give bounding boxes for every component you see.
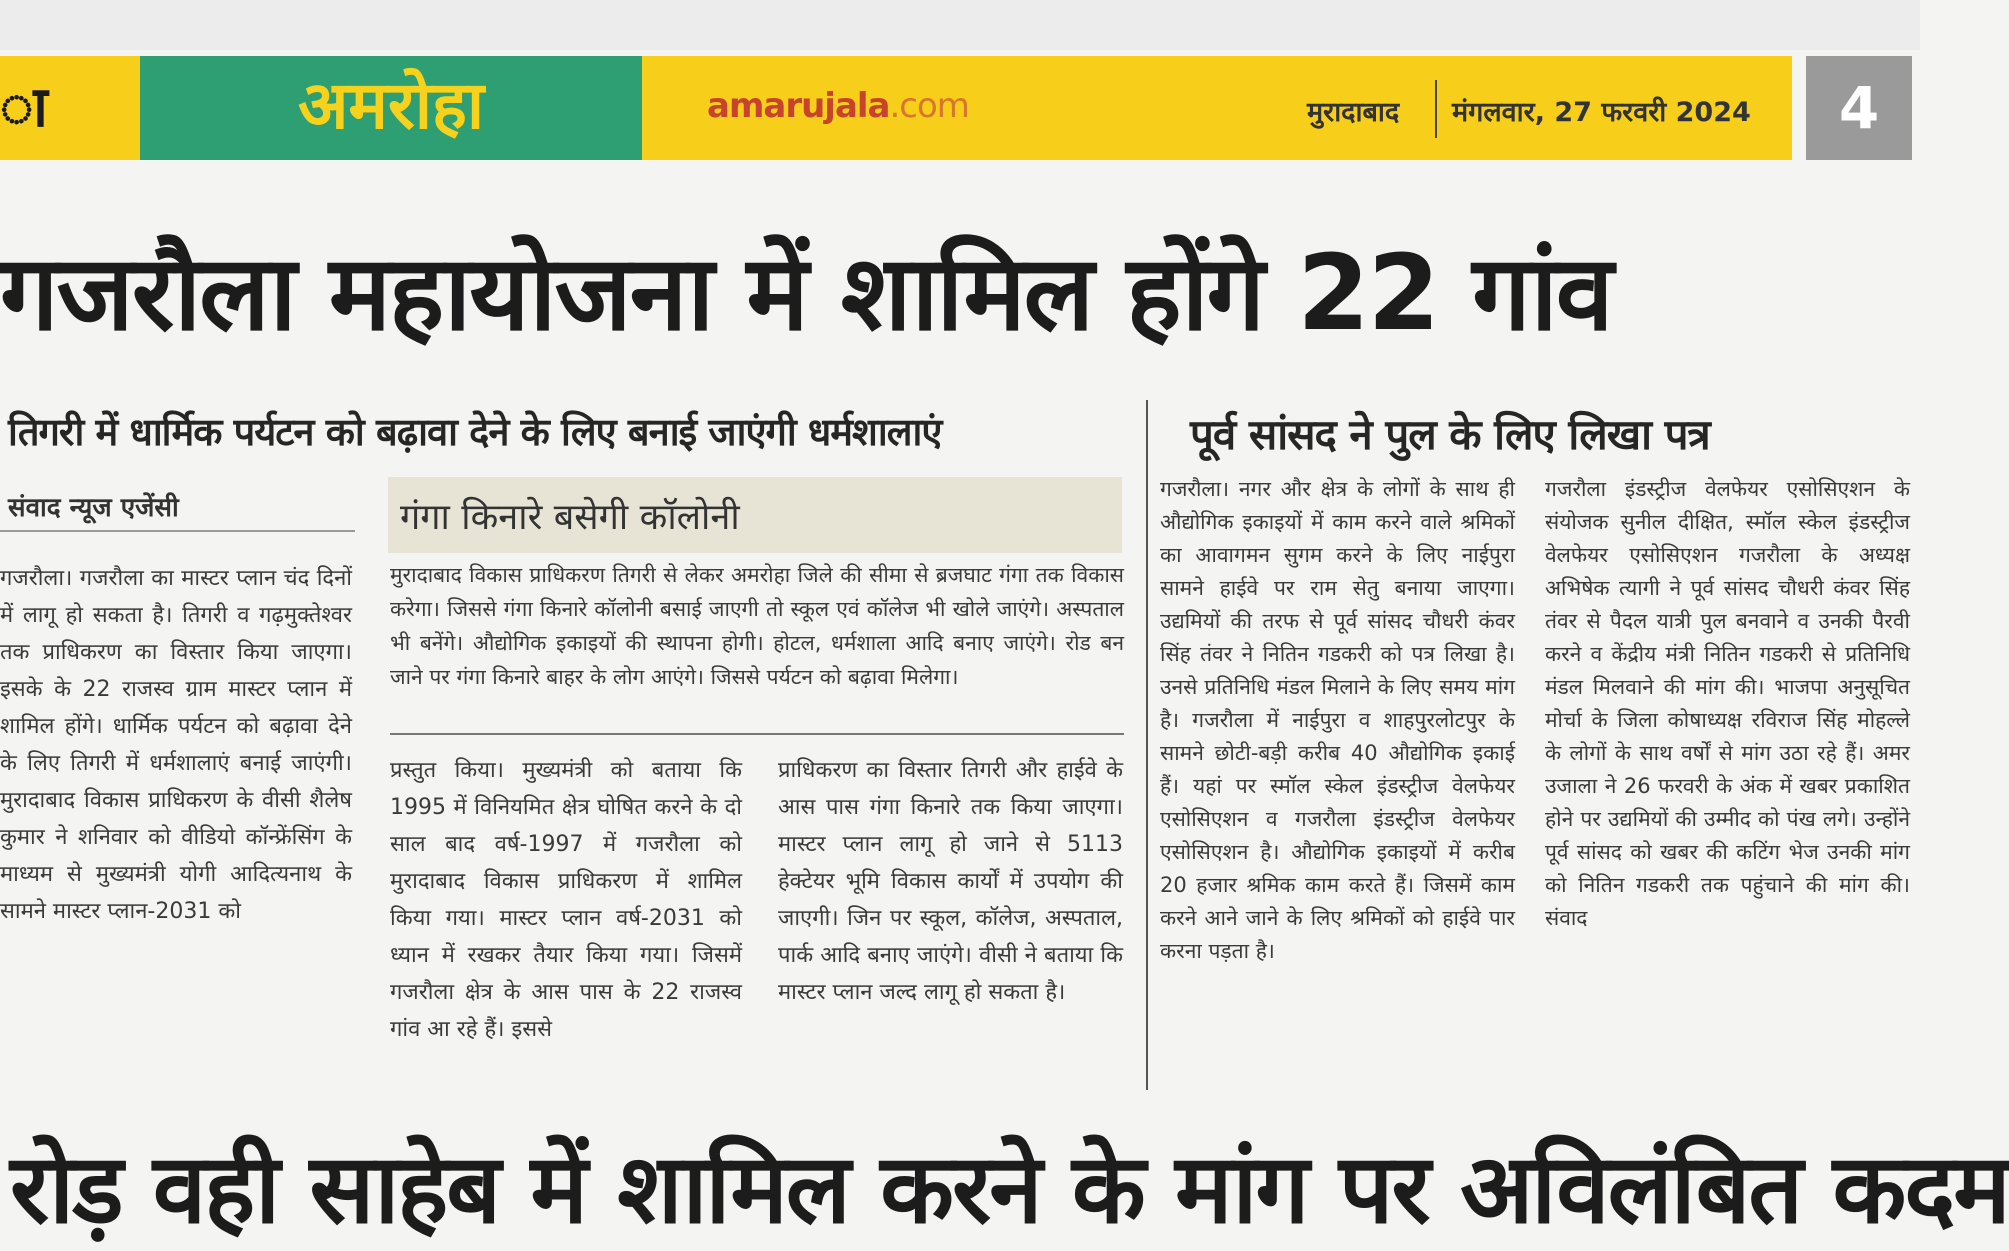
side-article-column-2: गजरौला इंडस्ट्रीज वेलफेयर एसोसिएशन के संयोजक सुनील दीक्षित, स्मॉल स्केल इंडस्ट्रीज वेलफेयर एसोसिएशन गजरौला के अध्यक्ष अभिषेक त्यागी ने पूर्व सांसद चौधरी कंवर सिंह तंवर से पैदल यात्री पुल बनवाने व उनकी पैरवी करने व केंद्रीय मंत्री नितिन गडकरी से प्रतिनिधि मंडल मिलवाने की मांग की। भाजपा अनुसूचित मोर्चा के जिला कोषाध्यक्ष रविराज सिंह मोहल्ले के लोगों के साथ वर्षों से मांग उठा रहे हैं। अमर उजाला ने 26 फरवरी के अंक में खबर प्रकाशित होने पर उद्यमियों की उम्मीद को पंख लगे। उन्होंने पूर्व सांसद को खबर की कटिंग भेज उनकी मांग को नितिन गडकरी तक पहुंचाने की मांग की। संवाद [1545, 477, 1910, 930]
article-column-1: गजरौला। गजरौला का मास्टर प्लान चंद दिनों में लागू हो सकता है। तिगरी व गढ़मुक्तेश्वर तक प्राधिकरण का विस्तार किया जाएगा। इसके के 22 राजस्व ग्राम मास्टर प्लान में शामिल होंगे। धार्मिक पर्यटन को बढ़ावा देने के लिए तिगरी में धर्मशालाएं बनाई जाएंगी। मुरादाबाद विकास प्राधिकरण के वीसी शैलेष कुमार ने शनिवार को वीडियो कॉन्फ्रेंसिंग के माध्यम से मुख्यमंत्री योगी आदित्यनाथ के सामने मास्टर प्लान-2031 को [0, 566, 352, 924]
column-divider [1146, 400, 1148, 1090]
masthead-left-fragment: ा [0, 56, 140, 160]
article-column-2: प्रस्तुत किया। मुख्यमंत्री को बताया कि 1995 में विनियमित क्षेत्र घोषित करने के दो साल बाद वर्ष-1997 में गजरौला को मुरादाबाद विकास प्राधिकरण में शामिल किया गया। मास्टर प्लान वर्ष-2031 को ध्यान में रखकर तैयार किया गया। जिसमें गजरौला क्षेत्र के आस पास के 22 राजस्व गांव आ रहे हैं। इससे [390, 758, 742, 1042]
site-logo [707, 86, 969, 126]
page-number: 4 [1806, 56, 1912, 160]
byline: संवाद न्यूज एजेंसी [8, 493, 179, 523]
masthead-divider [1435, 80, 1437, 138]
browser-top-strip [0, 0, 1920, 50]
side-article-column-1: गजरौला। नगर और क्षेत्र के लोगों के साथ ही औद्योगिक इकाइयों में काम करने वाले श्रमिकों का आवागमन सुगम करने के लिए नाईपुरा सामने हाईवे पर राम सेतु बनाया जाएगा। उद्यमियों की तरफ से पूर्व सांसद चौधरी कंवर सिंह तंवर ने नितिन गडकरी को पत्र लिखा है। उनसे प्रतिनिधि मंडल मिलाने के लिए समय मांग है। गजरौला में नाईपुरा व शाहपुरलोटपुर के सामने छोटी-बड़ी करीब 40 औद्योगिक इकाई हैं। यहां पर स्मॉल स्केल इंडस्ट्रीज वेलफेयर एसोसिएशन व गजरौला इंडस्ट्रीज वेलफेयर एसोसिएशन है। औद्योगिक इकाइयों में करीब 20 हजार श्रमिक काम करते हैं। जिसमें काम करने आने जाने के लिए श्रमिकों को हाईवे पार करना पड़ता है। [1160, 477, 1515, 963]
box-rule [390, 733, 1124, 735]
publication-date: मंगलवार, 27 फरवरी 2024 [1452, 97, 1751, 128]
byline-rule [0, 530, 355, 532]
next-headline-cropped [0, 1110, 2009, 1245]
main-headline: गजरौला महायोजना में शामिल होंगे 22 गांव [0, 232, 1612, 354]
site-name: amarujala [707, 86, 890, 126]
newspaper-masthead [0, 56, 1920, 164]
subheadline-left: तिगरी में धार्मिक पर्यटन को बढ़ावा देने के लिए बनाई जाएंगी धर्मशालाएं [8, 410, 942, 454]
subheadline-right: पूर्व सांसद ने पुल के लिए लिखा पत्र [1190, 410, 1710, 459]
box-text: मुरादाबाद विकास प्राधिकरण तिगरी से लेकर अमरोहा जिले की सीमा से ब्रजघाट गंगा तक विकास करेगा। जिससे गंगा किनारे कॉलोनी बसाई जाएगी तो स्कूल एवं कॉलेज भी खोले जाएंगे। अस्पताल भी बनेंगे। औद्योगिक इकाइयों की स्थापना होगी। होटल, धर्मशाला आदि बनाए जाएंगे। रोड बन जाने पर गंगा किनारे बाहर के लोग आएंगे। जिससे पर्यटन को बढ़ावा मिलेगा। [390, 563, 1124, 689]
city-name: मुरादाबाद [1307, 97, 1400, 128]
article-column-3: प्राधिकरण का विस्तार तिगरी और हाईवे के आस पास गंगा किनारे तक किया जाएगा। मास्टर प्लान लागू हो जाने से 5113 हेक्टेयर भूमि विकास कार्यों में उपयोग की जाएगी। जिन पर स्कूल, कॉलेज, अस्पताल, पार्क आदि बनाए जाएंगे। वीसी ने बताया कि मास्टर प्लान जल्द लागू हो सकता है। [778, 758, 1123, 1005]
site-domain: .com [889, 86, 969, 126]
box-title: गंगा किनारे बसेगी कॉलोनी [388, 477, 1122, 553]
masthead-info-bar [642, 56, 1792, 160]
edition-name: अमरोहा [140, 56, 642, 160]
next-headline: रोड़ वही साहेब में शामिल करने के मांग पर अविलंबित कदम [10, 1133, 2009, 1245]
